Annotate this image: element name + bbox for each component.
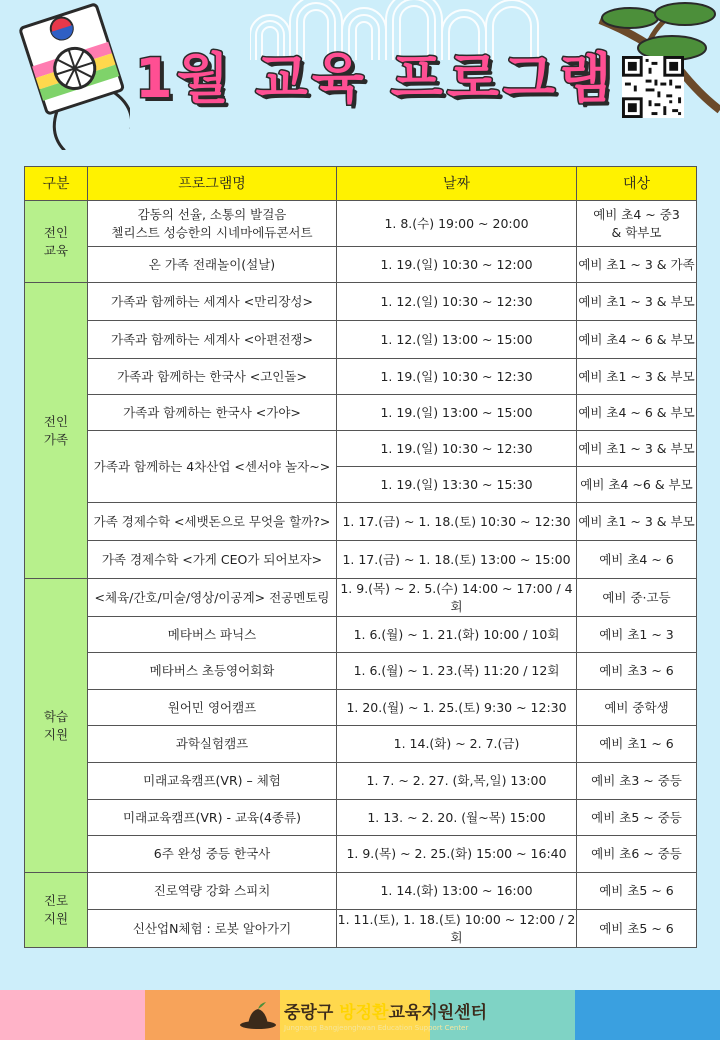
table-row bbox=[25, 873, 697, 910]
date-cell: 1. 19.(일) 10:30 ~ 12:00 bbox=[337, 247, 577, 283]
date-cell: 1. 19.(일) 13:30 ~ 15:30 bbox=[337, 467, 577, 503]
target-cell: 예비 초4 ~ 6 & 부모 bbox=[577, 395, 697, 431]
table-row bbox=[25, 321, 697, 359]
program-name-cell: 온 가족 전래놀이(설날) bbox=[88, 247, 337, 283]
table-header-row bbox=[25, 167, 697, 201]
org-name-en: Jungnang Bangjeonghwan Education Support Center bbox=[284, 1024, 469, 1032]
program-name-cell: 신산업N체험 : 로봇 알아가기 bbox=[88, 910, 337, 948]
schedule-body bbox=[25, 201, 697, 948]
target-cell: 예비 초1 ~ 3 & 부모 bbox=[577, 431, 697, 467]
date-cell: 1. 14.(화) ~ 2. 7.(금) bbox=[337, 726, 577, 763]
target-cell: 예비 초1 ~ 3 bbox=[577, 617, 697, 653]
org-logo bbox=[238, 990, 558, 1040]
program-name-cell: 미래교육캠프(VR) – 체험 bbox=[88, 763, 337, 800]
table-row bbox=[25, 617, 697, 653]
program-name-cell: 진로역량 강화 스피치 bbox=[88, 873, 337, 910]
qr-code[interactable] bbox=[622, 56, 684, 118]
schedule-table bbox=[24, 166, 697, 948]
table-row bbox=[25, 800, 697, 836]
category-label: 학습 지원 bbox=[43, 708, 69, 742]
footer-band-pink bbox=[0, 990, 145, 1040]
target-cell: 예비 초5 ~ 6 bbox=[577, 910, 697, 948]
date-cell: 1. 9.(목) ~ 2. 25.(화) 15:00 ~ 16:40 bbox=[337, 836, 577, 873]
program-name-cell: <체육/간호/미술/영상/이공계> 전공멘토링 bbox=[88, 579, 337, 617]
table-row bbox=[25, 247, 697, 283]
target-cell: 예비 초4 ~ 6 & 부모 bbox=[577, 321, 697, 359]
program-name-cell: 원어민 영어캠프 bbox=[88, 690, 337, 726]
date-cell: 1. 7. ~ 2. 27. (화,목,일) 13:00 bbox=[337, 763, 577, 800]
date-cell: 1. 11.(토), 1. 18.(토) 10:00 ~ 12:00 / 2회 bbox=[337, 910, 577, 948]
target-cell: 예비 초4 ~6 & 부모 bbox=[577, 467, 697, 503]
category-cell bbox=[25, 579, 88, 873]
table-row bbox=[25, 541, 697, 579]
target-cell: 예비 초4 ~ 중3 & 학부모 bbox=[577, 201, 697, 247]
target-cell: 예비 초1 ~ 3 & 부모 bbox=[577, 503, 697, 541]
table-row bbox=[25, 283, 697, 321]
program-name-cell: 가족과 함께하는 4차산업 <센서야 놀자~> bbox=[88, 431, 337, 503]
target-cell: 예비 초5 ~ 6 bbox=[577, 873, 697, 910]
page-title: 1월 교육 프로그램 bbox=[135, 47, 616, 110]
category-label: 전인 가족 bbox=[43, 413, 69, 447]
target-cell: 예비 초5 ~ 중등 bbox=[577, 800, 697, 836]
date-cell: 1. 20.(월) ~ 1. 25.(토) 9:30 ~ 12:30 bbox=[337, 690, 577, 726]
table-row bbox=[25, 503, 697, 541]
target-cell: 예비 초1 ~ 3 & 부모 bbox=[577, 283, 697, 321]
org-name bbox=[284, 998, 487, 1023]
table-row bbox=[25, 431, 697, 467]
header-date: 날짜 bbox=[337, 167, 577, 201]
date-cell: 1. 12.(일) 13:00 ~ 15:00 bbox=[337, 321, 577, 359]
korean-kite-icon bbox=[10, 0, 130, 150]
target-cell: 예비 초1 ~ 3 & 가족 bbox=[577, 247, 697, 283]
header-program-name: 프로그램명 bbox=[88, 167, 337, 201]
header-category: 구분 bbox=[25, 167, 88, 201]
table-row bbox=[25, 690, 697, 726]
table-row bbox=[25, 653, 697, 690]
program-name-cell: 가족과 함께하는 세계사 <아편전쟁> bbox=[88, 321, 337, 359]
footer bbox=[0, 990, 720, 1040]
program-name-cell: 가족 경제수학 <가게 CEO가 되어보자> bbox=[88, 541, 337, 579]
target-cell: 예비 초4 ~ 6 bbox=[577, 541, 697, 579]
date-cell: 1. 14.(화) 13:00 ~ 16:00 bbox=[337, 873, 577, 910]
program-name-cell: 가족과 함께하는 세계사 <만리장성> bbox=[88, 283, 337, 321]
target-cell: 예비 중·고등 bbox=[577, 579, 697, 617]
date-cell: 1. 6.(월) ~ 1. 23.(목) 11:20 / 12회 bbox=[337, 653, 577, 690]
table-row bbox=[25, 395, 697, 431]
target-cell: 예비 초3 ~ 6 bbox=[577, 653, 697, 690]
org-name-prefix: 중랑구 bbox=[284, 1003, 340, 1023]
table-row bbox=[25, 836, 697, 873]
target-cell: 예비 초1 ~ 3 & 부모 bbox=[577, 359, 697, 395]
category-cell bbox=[25, 283, 88, 579]
org-name-suffix: 교육지원센터 bbox=[388, 1003, 488, 1023]
target-cell: 예비 초3 ~ 중등 bbox=[577, 763, 697, 800]
target-cell: 예비 중학생 bbox=[577, 690, 697, 726]
target-cell: 예비 초6 ~ 중등 bbox=[577, 836, 697, 873]
program-name-cell: 감동의 선율, 소통의 발걸음 첼리스트 성승한의 시네마에듀콘서트 bbox=[88, 201, 337, 247]
date-cell: 1. 17.(금) ~ 1. 18.(토) 10:30 ~ 12:30 bbox=[337, 503, 577, 541]
table-row bbox=[25, 201, 697, 247]
target-cell: 예비 초1 ~ 6 bbox=[577, 726, 697, 763]
header-target: 대상 bbox=[577, 167, 697, 201]
date-cell: 1. 19.(일) 10:30 ~ 12:30 bbox=[337, 431, 577, 467]
date-cell: 1. 9.(목) ~ 2. 5.(수) 14:00 ~ 17:00 / 4회 bbox=[337, 579, 577, 617]
org-name-highlight: 방정환 bbox=[339, 1003, 389, 1023]
program-name-cell: 가족 경제수학 <세뱃돈으로 무엇을 할까?> bbox=[88, 503, 337, 541]
category-cell bbox=[25, 201, 88, 283]
category-label: 진로 지원 bbox=[43, 893, 69, 926]
category-label: 전인 교육 bbox=[43, 224, 69, 258]
program-name-cell: 가족과 함께하는 한국사 <고인돌> bbox=[88, 359, 337, 395]
date-cell: 1. 12.(일) 10:30 ~ 12:30 bbox=[337, 283, 577, 321]
date-cell: 1. 8.(수) 19:00 ~ 20:00 bbox=[337, 201, 577, 247]
footer-band-blue bbox=[575, 990, 720, 1040]
hat-logo-icon bbox=[238, 999, 278, 1031]
date-cell: 1. 17.(금) ~ 1. 18.(토) 13:00 ~ 15:00 bbox=[337, 541, 577, 579]
table-row bbox=[25, 579, 697, 617]
program-name-cell: 메타버스 초등영어회화 bbox=[88, 653, 337, 690]
table-row bbox=[25, 910, 697, 948]
program-name-cell: 과학실험캠프 bbox=[88, 726, 337, 763]
date-cell: 1. 6.(월) ~ 1. 21.(화) 10:00 / 10회 bbox=[337, 617, 577, 653]
program-name-cell: 6주 완성 중등 한국사 bbox=[88, 836, 337, 873]
category-cell bbox=[25, 873, 88, 948]
program-name-cell: 가족과 함께하는 한국사 <가야> bbox=[88, 395, 337, 431]
date-cell: 1. 19.(일) 10:30 ~ 12:30 bbox=[337, 359, 577, 395]
table-row bbox=[25, 359, 697, 395]
date-cell: 1. 13. ~ 2. 20. (월~목) 15:00 bbox=[337, 800, 577, 836]
date-cell: 1. 19.(일) 13:00 ~ 15:00 bbox=[337, 395, 577, 431]
table-row bbox=[25, 726, 697, 763]
header bbox=[0, 0, 720, 160]
program-name-cell: 미래교육캠프(VR) - 교육(4종류) bbox=[88, 800, 337, 836]
table-row bbox=[25, 763, 697, 800]
program-name-cell: 메타버스 파닉스 bbox=[88, 617, 337, 653]
